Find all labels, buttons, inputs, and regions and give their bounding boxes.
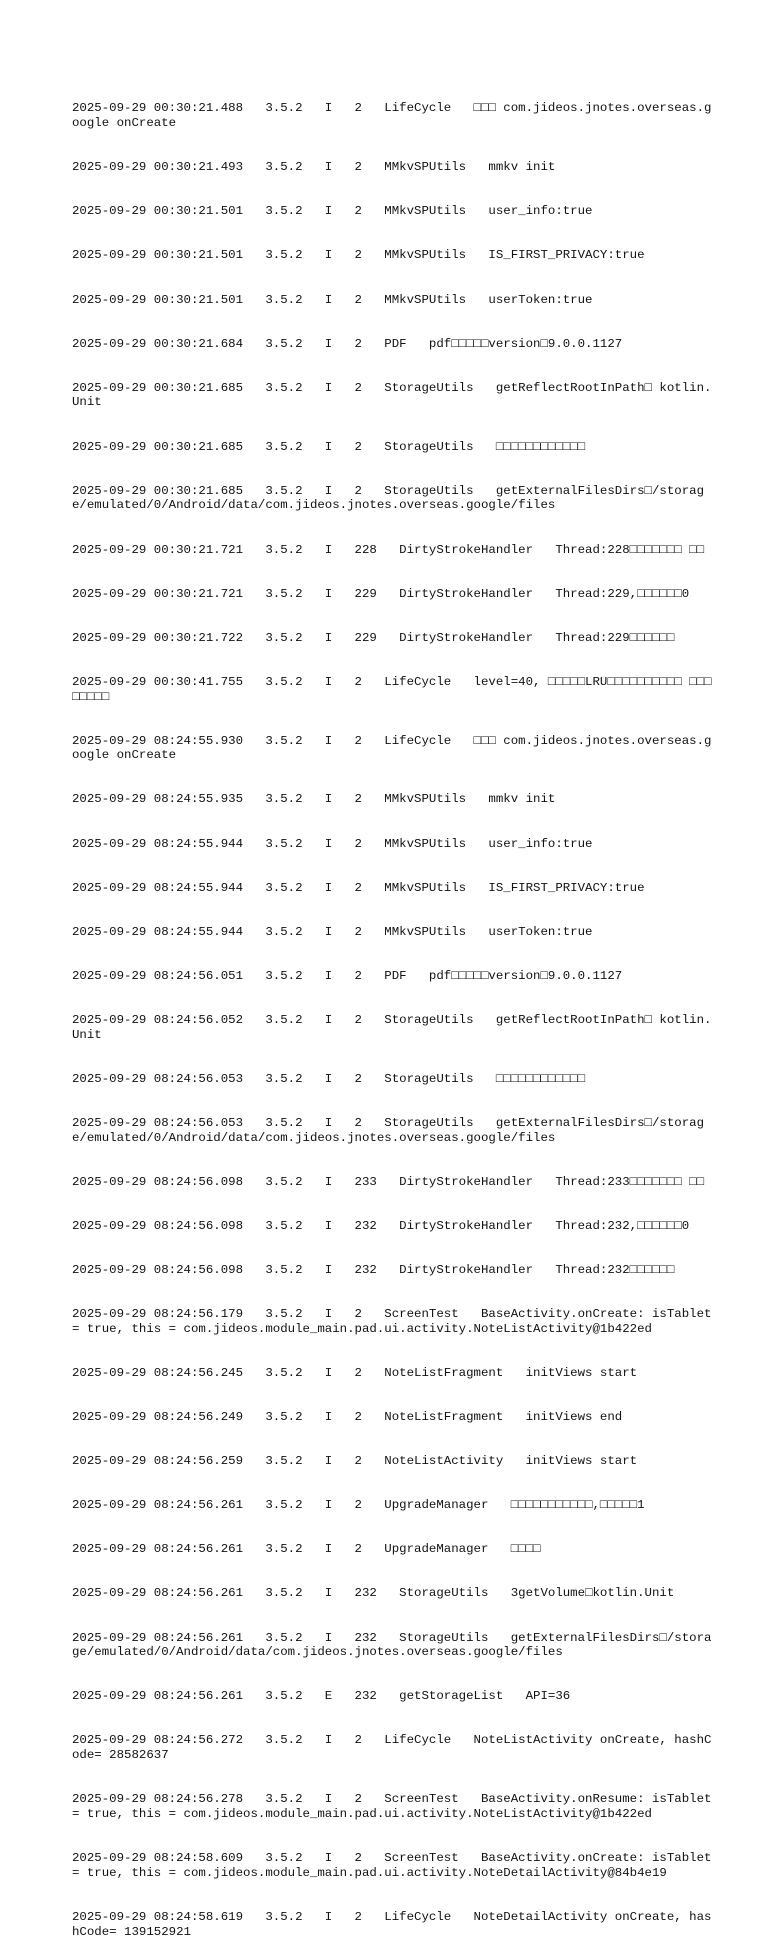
log-line: 2025-09-29 08:24:56.261 3.5.2 I 2 UpgradeManager □□□□	[72, 1542, 541, 1557]
log-line: 2025-09-29 08:24:56.051 3.5.2 I 2 PDF pdf□□□□□version□9.0.0.1127	[72, 968, 623, 983]
log-line: 2025-09-29 08:24:58.609 3.5.2 I 2 ScreenTest BaseActivity.onCreate: isTablet = true, this = com.jideos.module_main.pad.ui.activity.NoteDetailActivity@84b4e19	[72, 1851, 719, 1880]
log-line: 2025-09-29 08:24:55.944 3.5.2 I 2 MMkvSPUtils user_info:true	[72, 836, 593, 851]
log-line: 2025-09-29 00:30:21.722 3.5.2 I 229 DirtyStrokeHandler Thread:229□□□□□□	[72, 630, 675, 645]
log-line: 2025-09-29 08:24:58.619 3.5.2 I 2 LifeCycle NoteDetailActivity onCreate, hashCode= 139152921	[72, 1909, 712, 1939]
log-line: 2025-09-29 00:30:21.685 3.5.2 I 2 StorageUtils □□□□□□□□□□□□	[72, 439, 586, 454]
log-line: 2025-09-29 08:24:55.944 3.5.2 I 2 MMkvSPUtils userToken:true	[72, 924, 593, 939]
log-line: 2025-09-29 00:30:21.501 3.5.2 I 2 MMkvSPUtils userToken:true	[72, 292, 593, 307]
log-line: 2025-09-29 08:24:55.944 3.5.2 I 2 MMkvSPUtils IS_FIRST_PRIVACY:true	[72, 880, 645, 895]
log-line: 2025-09-29 08:24:56.053 3.5.2 I 2 StorageUtils □□□□□□□□□□□□	[72, 1071, 586, 1086]
log-line: 2025-09-29 00:30:21.685 3.5.2 I 2 StorageUtils getReflectRootInPath□ kotlin.Unit	[72, 380, 712, 410]
log-line: 2025-09-29 08:24:56.098 3.5.2 I 232 DirtyStrokeHandler Thread:232□□□□□□	[72, 1262, 675, 1277]
log-line: 2025-09-29 00:30:21.493 3.5.2 I 2 MMkvSPUtils mmkv init	[72, 160, 556, 175]
log-line: 2025-09-29 08:24:56.053 3.5.2 I 2 StorageUtils getExternalFilesDirs□/storage/emulated/0/Android/data/com.jideos.jnotes.overseas.google/files	[72, 1115, 705, 1145]
log-line: 2025-09-29 08:24:56.259 3.5.2 I 2 NoteListActivity initViews start	[72, 1454, 638, 1469]
log-document	[72, 72, 719, 1954]
log-line: 2025-09-29 00:30:21.721 3.5.2 I 228 DirtyStrokeHandler Thread:228□□□□□□□ □□	[72, 542, 705, 557]
log-line: 2025-09-29 08:24:56.261 3.5.2 E 232 getStorageList API=36	[72, 1689, 571, 1704]
log-line: 2025-09-29 00:30:21.488 3.5.2 I 2 LifeCycle □□□ com.jideos.jnotes.overseas.google onCreate	[72, 101, 712, 131]
log-line: 2025-09-29 08:24:56.179 3.5.2 I 2 ScreenTest BaseActivity.onCreate: isTablet = true, this = com.jideos.module_main.pad.ui.activity.NoteListActivity@1b422ed	[72, 1307, 719, 1336]
log-line: 2025-09-29 00:30:21.684 3.5.2 I 2 PDF pdf□□□□□version□9.0.0.1127	[72, 336, 623, 351]
log-line: 2025-09-29 00:30:41.755 3.5.2 I 2 LifeCycle level=40, □□□□□LRU□□□□□□□□□□ □□□□□□□□	[72, 674, 712, 704]
log-line: 2025-09-29 08:24:55.930 3.5.2 I 2 LifeCycle □□□ com.jideos.jnotes.overseas.google onCreate	[72, 733, 712, 763]
log-line: 2025-09-29 08:24:56.098 3.5.2 I 233 DirtyStrokeHandler Thread:233□□□□□□□ □□	[72, 1174, 705, 1189]
log-line: 2025-09-29 00:30:21.685 3.5.2 I 2 StorageUtils getExternalFilesDirs□/storage/emulated/0/Android/data/com.jideos.jnotes.overseas.google/files	[72, 483, 705, 513]
log-line: 2025-09-29 00:30:21.501 3.5.2 I 2 MMkvSPUtils user_info:true	[72, 204, 593, 219]
log-line: 2025-09-29 00:30:21.501 3.5.2 I 2 MMkvSPUtils IS_FIRST_PRIVACY:true	[72, 248, 645, 263]
log-line: 2025-09-29 08:24:56.272 3.5.2 I 2 LifeCycle NoteListActivity onCreate, hashCode= 28582637	[72, 1733, 712, 1763]
log-line: 2025-09-29 00:30:21.721 3.5.2 I 229 DirtyStrokeHandler Thread:229,□□□□□□0	[72, 586, 690, 601]
log-line: 2025-09-29 08:24:56.245 3.5.2 I 2 NoteListFragment initViews start	[72, 1365, 638, 1380]
log-line: 2025-09-29 08:24:56.261 3.5.2 I 232 StorageUtils 3getVolume□kotlin.Unit	[72, 1586, 675, 1601]
log-line: 2025-09-29 08:24:56.278 3.5.2 I 2 ScreenTest BaseActivity.onResume: isTablet = true, this = com.jideos.module_main.pad.ui.activity.NoteListActivity@1b422ed	[72, 1792, 719, 1821]
log-line: 2025-09-29 08:24:56.261 3.5.2 I 2 UpgradeManager □□□□□□□□□□□,□□□□□1	[72, 1498, 645, 1513]
log-line: 2025-09-29 08:24:55.935 3.5.2 I 2 MMkvSPUtils mmkv init	[72, 792, 556, 807]
log-line: 2025-09-29 08:24:56.098 3.5.2 I 232 DirtyStrokeHandler Thread:232,□□□□□□0	[72, 1218, 690, 1233]
log-line: 2025-09-29 08:24:56.052 3.5.2 I 2 StorageUtils getReflectRootInPath□ kotlin.Unit	[72, 1013, 712, 1042]
log-line: 2025-09-29 08:24:56.249 3.5.2 I 2 NoteListFragment initViews end	[72, 1409, 623, 1424]
log-line: 2025-09-29 08:24:56.261 3.5.2 I 232 StorageUtils getExternalFilesDirs□/storage/emulated/0/Android/data/com.jideos.jnotes.overseas.google/files	[72, 1630, 712, 1660]
